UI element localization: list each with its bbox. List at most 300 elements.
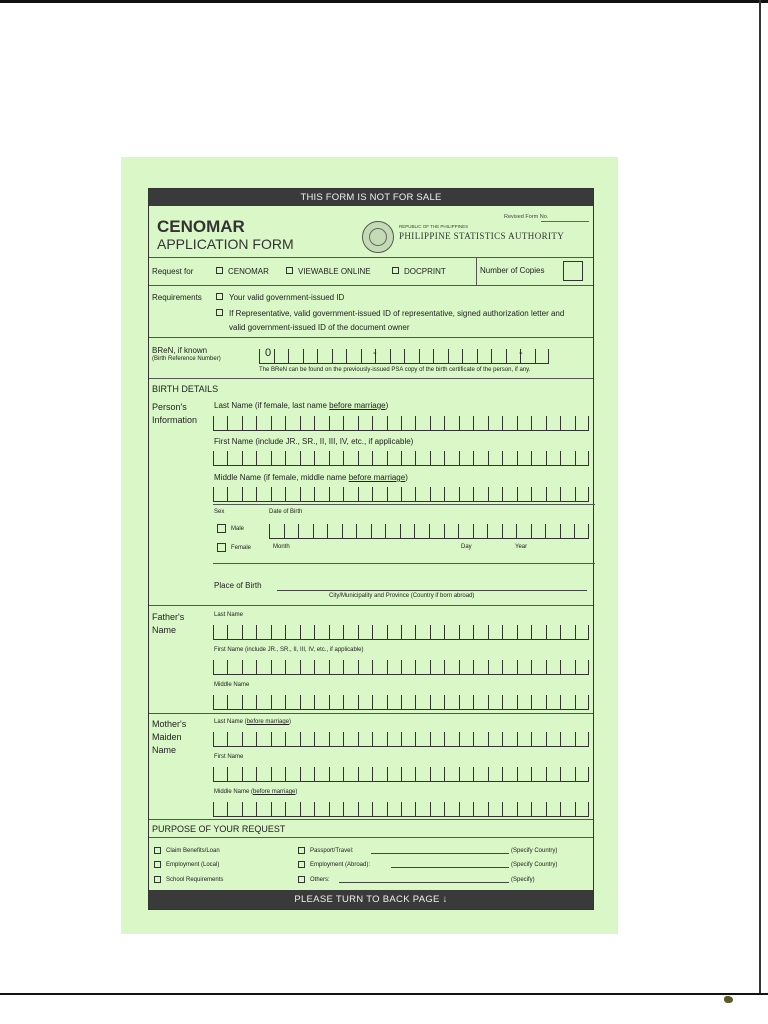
- revised-form-number: Revised Form No.: [504, 214, 549, 220]
- grid-cell-divider: [343, 695, 344, 710]
- grid-cell-divider: [298, 524, 299, 539]
- psa-label: PHILIPPINE STATISTICS AUTHORITY: [399, 231, 565, 241]
- scan-right-edge: [759, 0, 761, 993]
- grid-cell-divider: [285, 416, 286, 431]
- grid-cell-divider: [444, 487, 445, 502]
- grid-cell-divider: [387, 767, 388, 782]
- grid-cell-divider: [531, 660, 532, 675]
- grid-cell-divider: [390, 349, 391, 364]
- grid-cell-divider: [588, 625, 589, 640]
- grid-cell-divider: [256, 660, 257, 675]
- grid-cell-divider: [517, 767, 518, 782]
- bren-label: BReN, if known: [152, 346, 208, 355]
- grid-cell-divider: [314, 451, 315, 466]
- grid-cell-divider: [560, 695, 561, 710]
- grid-cell-divider: [459, 695, 460, 710]
- grid-cell-divider: [444, 451, 445, 466]
- grid-cell-divider: [444, 767, 445, 782]
- persons-info-label: Person's: [152, 402, 187, 412]
- cenomar-application-form: [148, 188, 594, 910]
- grid-cell-divider: [259, 349, 260, 364]
- person-first-name-label: First Name (include JR., SR., II, III, IV, etc., if applicable): [214, 437, 414, 446]
- copies-input[interactable]: [563, 261, 583, 281]
- grid-cell-divider: [531, 487, 532, 502]
- grid-cell-divider: [242, 767, 243, 782]
- mother-last-name-input[interactable]: [213, 728, 589, 747]
- grid-cell-divider: [300, 732, 301, 747]
- employment-abroad-country-input[interactable]: [391, 867, 509, 868]
- grid-cell-divider: [256, 695, 257, 710]
- request-cenomar-checkbox[interactable]: [216, 267, 223, 274]
- grid-cell-divider: [343, 732, 344, 747]
- person-last-name-label: Last Name (if female, last name before marriage): [214, 401, 389, 410]
- scan-speck: [724, 996, 733, 1003]
- grid-cell-divider: [271, 802, 272, 817]
- mother-label-3: Name: [152, 745, 177, 755]
- grid-cell-divider: [459, 416, 460, 431]
- grid-cell-divider: [588, 487, 589, 502]
- grid-cell-divider: [271, 416, 272, 431]
- grid-cell-divider: [358, 487, 359, 502]
- grid-cell-divider: [401, 732, 402, 747]
- grid-cell-divider: [271, 660, 272, 675]
- grid-cell-divider: [356, 524, 357, 539]
- grid-cell-divider: [227, 660, 228, 675]
- grid-cell-divider: [560, 487, 561, 502]
- revised-form-line: [541, 221, 589, 222]
- purpose-school-checkbox[interactable]: [154, 876, 161, 883]
- grid-cell-divider: [401, 767, 402, 782]
- divider: [213, 563, 595, 564]
- grid-cell-divider: [372, 625, 373, 640]
- grid-cell-divider: [548, 349, 549, 364]
- grid-cell-divider: [546, 732, 547, 747]
- grid-cell-divider: [242, 732, 243, 747]
- grid-cell-divider: [531, 625, 532, 640]
- grid-cell-divider: [546, 416, 547, 431]
- grid-cell-divider: [256, 487, 257, 502]
- grid-cell-divider: [459, 732, 460, 747]
- grid-cell-divider: [285, 732, 286, 747]
- grid-cell-divider: [458, 524, 459, 539]
- republic-label: REPUBLIC OF THE PHILIPPINES: [399, 224, 469, 229]
- grid-cell-divider: [343, 802, 344, 817]
- bren-first-digit: 0: [265, 347, 272, 359]
- scan-bottom-edge: [0, 993, 768, 995]
- grid-cell-divider: [343, 660, 344, 675]
- form-title-application: APPLICATION FORM: [157, 236, 294, 252]
- grid-cell-divider: [531, 695, 532, 710]
- grid-cell-divider: [430, 451, 431, 466]
- grid-cell-divider: [430, 695, 431, 710]
- grid-cell-divider: [285, 451, 286, 466]
- divider: [149, 337, 593, 338]
- grid-cell-divider: [560, 524, 561, 539]
- grid-cell-divider: [256, 451, 257, 466]
- grid-cell-divider: [473, 524, 474, 539]
- grid-cell-divider: [256, 625, 257, 640]
- grid-cell-divider: [502, 524, 503, 539]
- grid-cell-divider: [531, 732, 532, 747]
- grid-cell-divider: [404, 349, 405, 364]
- grid-cell-divider: [400, 524, 401, 539]
- grid-cell-divider: [415, 487, 416, 502]
- grid-cell-divider: [415, 767, 416, 782]
- grid-cell-divider: [314, 416, 315, 431]
- grid-cell-divider: [415, 802, 416, 817]
- grid-cell-divider: [256, 802, 257, 817]
- grid-cell-divider: [502, 451, 503, 466]
- grid-cell-divider: [213, 802, 214, 817]
- grid-cell-divider: [415, 416, 416, 431]
- grid-cell-divider: [444, 802, 445, 817]
- request-viewable-online-label: VIEWABLE ONLINE: [298, 267, 371, 276]
- grid-cell-divider: [575, 487, 576, 502]
- grid-cell-divider: [372, 732, 373, 747]
- grid-cell-divider: [271, 625, 272, 640]
- grid-cell-divider: [372, 802, 373, 817]
- psa-seal-icon: [362, 221, 394, 253]
- grid-cell-divider: [342, 524, 343, 539]
- request-viewable-online-checkbox[interactable]: [286, 267, 293, 274]
- grid-cell-divider: [314, 802, 315, 817]
- grid-cell-divider: [300, 487, 301, 502]
- grid-cell-divider: [343, 767, 344, 782]
- grid-cell-divider: [575, 732, 576, 747]
- grid-cell-divider: [506, 349, 507, 364]
- grid-cell-divider: [516, 524, 517, 539]
- grid-cell-divider: [560, 732, 561, 747]
- grid-cell-divider: [444, 732, 445, 747]
- grid-cell-divider: [401, 802, 402, 817]
- grid-cell-divider: [288, 349, 289, 364]
- grid-cell-divider: [459, 625, 460, 640]
- grid-cell-divider: [502, 625, 503, 640]
- father-middle-name-input[interactable]: [213, 691, 589, 710]
- grid-cell-divider: [271, 695, 272, 710]
- grid-cell-divider: [473, 487, 474, 502]
- requirement-own-id-text: Your valid government-issued ID: [229, 293, 345, 302]
- grid-cell-divider: [300, 767, 301, 782]
- grid-cell-divider: [477, 349, 478, 364]
- grid-cell-divider: [401, 416, 402, 431]
- request-docprint-checkbox[interactable]: [392, 267, 399, 274]
- grid-cell-divider: [242, 660, 243, 675]
- grid-cell-divider: [213, 660, 214, 675]
- grid-cell-divider: [430, 416, 431, 431]
- purpose-employment-local-checkbox[interactable]: [154, 861, 161, 868]
- grid-cell-divider: [588, 767, 589, 782]
- grid-cell-divider: [487, 524, 488, 539]
- grid-cell-divider: [419, 349, 420, 364]
- grid-cell-divider: [227, 802, 228, 817]
- others-specify-input[interactable]: [339, 882, 509, 883]
- grid-cell-divider: [314, 487, 315, 502]
- requirement-representative-checkbox[interactable]: [216, 309, 223, 316]
- purpose-others-checkbox[interactable]: [298, 876, 305, 883]
- grid-cell-divider: [429, 524, 430, 539]
- grid-cell-divider: [415, 451, 416, 466]
- grid-cell-divider: [256, 767, 257, 782]
- grid-cell-divider: [575, 767, 576, 782]
- purpose-employment-abroad-label: Employment (Abroad):: [310, 862, 371, 868]
- grid-cell-divider: [560, 802, 561, 817]
- grid-cell-divider: [343, 625, 344, 640]
- grid-cell-divider: [314, 732, 315, 747]
- sex-male-checkbox[interactable]: [217, 524, 226, 533]
- grid-cell-divider: [213, 625, 214, 640]
- grid-cell-divider: [488, 487, 489, 502]
- grid-cell-divider: [329, 660, 330, 675]
- grid-cell-divider: [372, 695, 373, 710]
- sex-female-checkbox[interactable]: [217, 543, 226, 552]
- purpose-employment-abroad-checkbox[interactable]: [298, 861, 305, 868]
- divider: [213, 504, 595, 505]
- grid-cell-divider: [269, 524, 270, 539]
- grid-cell-divider: [329, 625, 330, 640]
- grid-cell-divider: [401, 487, 402, 502]
- date-of-birth-input[interactable]: [269, 520, 589, 539]
- grid-cell-divider: [473, 695, 474, 710]
- grid-cell-divider: [227, 767, 228, 782]
- grid-cell-divider: [415, 625, 416, 640]
- bren-sublabel: (Birth Reference Number): [152, 356, 221, 362]
- grid-cell-divider: [575, 802, 576, 817]
- grid-cell-divider: [473, 451, 474, 466]
- grid-cell-divider: [387, 451, 388, 466]
- requirement-own-id-checkbox[interactable]: [216, 293, 223, 300]
- grid-cell-divider: [329, 451, 330, 466]
- grid-cell-divider: [274, 349, 275, 364]
- request-docprint-label: DOCPRINT: [404, 267, 446, 276]
- grid-cell-divider: [213, 732, 214, 747]
- grid-cell-divider: [488, 802, 489, 817]
- requirement-representative-text-2: valid government-issued ID of the document owner: [229, 323, 410, 332]
- grid-cell-divider: [358, 451, 359, 466]
- mother-label: Mother's: [152, 719, 187, 729]
- grid-cell-divider: [300, 451, 301, 466]
- grid-cell-divider: [488, 767, 489, 782]
- grid-cell-divider: [560, 625, 561, 640]
- father-middle-name-label: Middle Name: [214, 682, 250, 688]
- grid-cell-divider: [329, 416, 330, 431]
- grid-cell-divider: [531, 767, 532, 782]
- grid-cell-divider: [575, 695, 576, 710]
- grid-cell-divider: [387, 625, 388, 640]
- grid-cell-divider: [517, 802, 518, 817]
- grid-cell-divider: [256, 732, 257, 747]
- grid-cell-divider: [588, 802, 589, 817]
- grid-cell-divider: [546, 695, 547, 710]
- grid-cell-divider: [444, 524, 445, 539]
- grid-cell-divider: [387, 416, 388, 431]
- grid-cell-divider: [502, 767, 503, 782]
- grid-cell-divider: [430, 802, 431, 817]
- grid-cell-divider: [588, 660, 589, 675]
- grid-cell-divider: [401, 625, 402, 640]
- grid-cell-divider: [502, 802, 503, 817]
- grid-cell-divider: [430, 767, 431, 782]
- father-first-name-input[interactable]: [213, 656, 589, 675]
- grid-cell-divider: [588, 695, 589, 710]
- divider: [149, 837, 593, 838]
- grid-cell-divider: [401, 660, 402, 675]
- purpose-claim-benefits-checkbox[interactable]: [154, 847, 161, 854]
- purpose-school-label: School Requirements: [166, 877, 224, 883]
- grid-cell-divider: [300, 695, 301, 710]
- grid-cell-divider: [517, 660, 518, 675]
- passport-country-hint: (Specify Country): [511, 848, 558, 854]
- grid-cell-divider: [502, 660, 503, 675]
- copies-label: Number of Copies: [480, 266, 545, 275]
- grid-cell-divider: [387, 695, 388, 710]
- grid-cell-divider: [358, 660, 359, 675]
- grid-cell-divider: [574, 524, 575, 539]
- grid-cell-divider: [242, 416, 243, 431]
- grid-cell-divider: [300, 660, 301, 675]
- grid-cell-divider: [415, 695, 416, 710]
- bren-input-grid[interactable]: [259, 345, 549, 364]
- grid-cell-divider: [271, 732, 272, 747]
- grid-cell-divider: [387, 732, 388, 747]
- grid-cell-divider: [444, 660, 445, 675]
- grid-cell-divider: [242, 487, 243, 502]
- grid-cell-divider: [531, 451, 532, 466]
- grid-cell-divider: [256, 416, 257, 431]
- grid-cell-divider: [560, 767, 561, 782]
- divider: [149, 713, 593, 714]
- grid-cell-divider: [329, 732, 330, 747]
- grid-cell-divider: [227, 732, 228, 747]
- grid-cell-divider: [560, 416, 561, 431]
- grid-cell-divider: [361, 349, 362, 364]
- purpose-employment-local-label: Employment (Local): [166, 862, 220, 868]
- divider: [149, 257, 593, 258]
- grid-cell-divider: [444, 416, 445, 431]
- grid-cell-divider: [473, 625, 474, 640]
- father-last-name-input[interactable]: [213, 621, 589, 640]
- grid-cell-divider: [444, 625, 445, 640]
- grid-cell-divider: [329, 767, 330, 782]
- grid-cell-divider: [329, 695, 330, 710]
- grid-cell-divider: [285, 625, 286, 640]
- father-label-2: Name: [152, 625, 177, 635]
- grid-cell-divider: [414, 524, 415, 539]
- grid-cell-divider: [588, 732, 589, 747]
- grid-cell-divider: [546, 625, 547, 640]
- father-label: Father's: [152, 612, 185, 622]
- grid-cell-divider: [488, 451, 489, 466]
- grid-cell-divider: [358, 416, 359, 431]
- grid-cell-divider: [242, 451, 243, 466]
- not-for-sale-banner: THIS FORM IS NOT FOR SALE: [149, 189, 593, 206]
- purpose-passport-checkbox[interactable]: [298, 847, 305, 854]
- grid-cell-divider: [459, 451, 460, 466]
- grid-cell-divider: [271, 487, 272, 502]
- sex-female-label: Female: [231, 545, 252, 551]
- grid-cell-divider: [343, 416, 344, 431]
- grid-cell-divider: [459, 767, 460, 782]
- purpose-claim-benefits-label: Claim Benefits/Loan: [166, 848, 220, 854]
- bren-note: The BReN can be found on the previously-issued PSA copy of the birth certificate of the person, if any.: [259, 367, 531, 373]
- grid-cell-divider: [227, 451, 228, 466]
- grid-cell-divider: [531, 524, 532, 539]
- grid-cell-divider: [531, 802, 532, 817]
- grid-cell-divider: [300, 802, 301, 817]
- grid-cell-divider: [227, 416, 228, 431]
- turn-page-banner: PLEASE TURN TO BACK PAGE ↓: [149, 890, 593, 909]
- grid-cell-divider: [546, 660, 547, 675]
- place-of-birth-hint: City/Municipality and Province (Country if born abroad): [329, 593, 475, 599]
- grid-cell-divider: [227, 487, 228, 502]
- mother-first-name-label: First Name: [214, 754, 244, 760]
- grid-cell-divider: [448, 349, 449, 364]
- grid-cell-divider: [358, 625, 359, 640]
- person-middle-name-input[interactable]: [213, 483, 589, 502]
- grid-cell-divider: [430, 625, 431, 640]
- bren-dash-1: -: [373, 347, 377, 359]
- grid-cell-divider: [343, 451, 344, 466]
- dob-label: Date of Birth: [269, 509, 303, 515]
- grid-cell-divider: [372, 451, 373, 466]
- grid-cell-divider: [314, 660, 315, 675]
- grid-cell-divider: [285, 802, 286, 817]
- grid-cell-divider: [271, 451, 272, 466]
- mother-first-name-input[interactable]: [213, 763, 589, 782]
- grid-cell-divider: [459, 802, 460, 817]
- grid-cell-divider: [517, 487, 518, 502]
- mother-middle-name-input[interactable]: [213, 798, 589, 817]
- person-first-name-input[interactable]: [213, 447, 589, 466]
- grid-cell-divider: [517, 416, 518, 431]
- grid-cell-divider: [242, 802, 243, 817]
- purpose-others-label: Others:: [310, 877, 330, 883]
- grid-cell-divider: [327, 524, 328, 539]
- grid-cell-divider: [473, 732, 474, 747]
- persons-info-label-2: Information: [152, 415, 198, 425]
- father-last-name-label: Last Name: [214, 612, 244, 618]
- grid-cell-divider: [444, 695, 445, 710]
- grid-cell-divider: [488, 660, 489, 675]
- grid-cell-divider: [546, 802, 547, 817]
- grid-cell-divider: [285, 660, 286, 675]
- grid-cell-divider: [242, 695, 243, 710]
- grid-cell-divider: [314, 695, 315, 710]
- grid-cell-divider: [473, 660, 474, 675]
- purpose-heading: PURPOSE OF YOUR REQUEST: [152, 824, 286, 834]
- grid-cell-divider: [284, 524, 285, 539]
- person-last-name-input[interactable]: [213, 412, 589, 431]
- grid-cell-divider: [372, 767, 373, 782]
- request-for-label: Request for: [152, 267, 194, 276]
- grid-cell-divider: [459, 660, 460, 675]
- person-middle-name-label: Middle Name (if female, middle name before marriage): [214, 473, 408, 482]
- birth-details-heading: BIRTH DETAILS: [152, 384, 219, 394]
- grid-cell-divider: [560, 451, 561, 466]
- grid-cell-divider: [372, 487, 373, 502]
- mother-last-name-label: Last Name (before marriage): [214, 719, 292, 725]
- grid-cell-divider: [575, 625, 576, 640]
- grid-cell-divider: [415, 660, 416, 675]
- passport-country-input[interactable]: [371, 853, 509, 854]
- grid-cell-divider: [300, 416, 301, 431]
- place-of-birth-input[interactable]: [277, 590, 587, 591]
- divider: [149, 285, 593, 286]
- grid-cell-divider: [343, 487, 344, 502]
- grid-cell-divider: [358, 802, 359, 817]
- grid-cell-divider: [488, 695, 489, 710]
- employment-abroad-country-hint: (Specify Country): [511, 862, 558, 868]
